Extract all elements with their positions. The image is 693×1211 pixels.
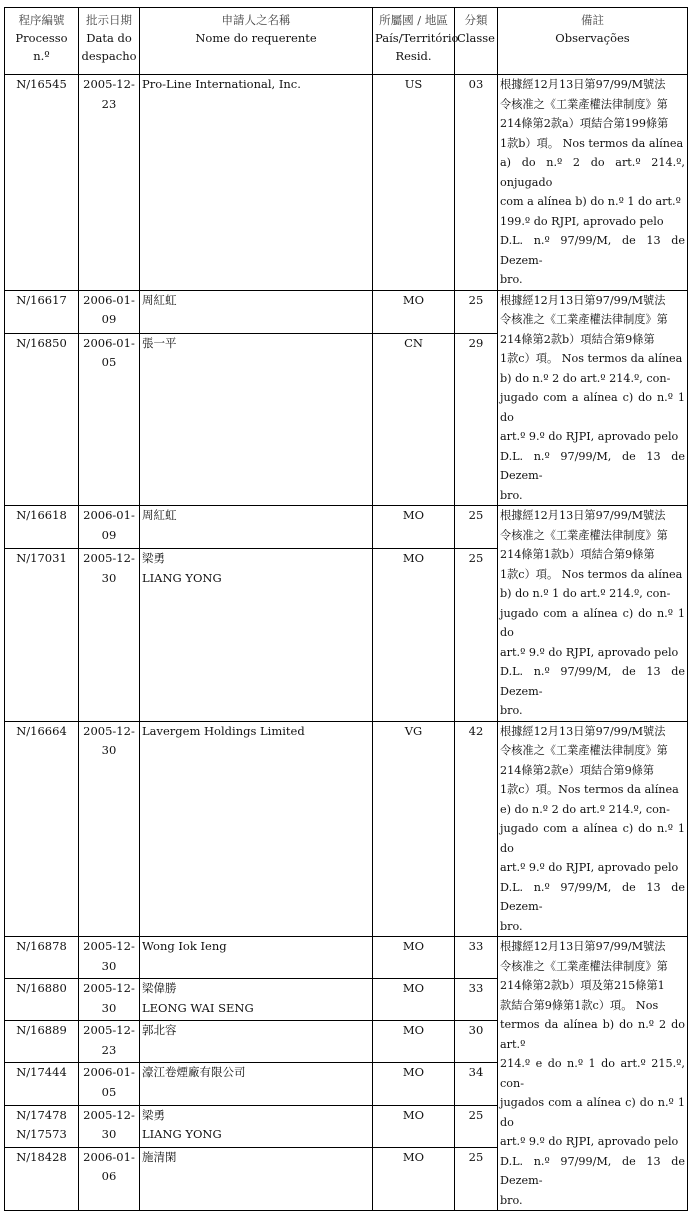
pais-cell: MO: [373, 1021, 455, 1063]
nome-line: 梁偉勝: [142, 981, 177, 996]
obs-line: 令核准之《工業產權法律制度》第: [500, 313, 668, 326]
nome-cell: [140, 549, 373, 721]
nome-line: LIANG YONG: [142, 1127, 222, 1142]
classe-cell: 03: [455, 75, 498, 291]
obs-line: 1款c）項。 Nos termos da alínea: [500, 567, 683, 581]
data-cell: 2006-01-06: [79, 1147, 140, 1210]
obs-line: 199.º do RJPI, aprovado pelo: [500, 214, 664, 228]
pais-cell: MO: [373, 937, 455, 979]
obs-line: e) do n.º 2 do art.º 214.º, con-: [500, 802, 670, 816]
classe-cell: 33: [455, 937, 498, 979]
obs-line: 214條第2款a）項結合第199條第: [500, 117, 669, 130]
pais-cell: MO: [373, 1063, 455, 1105]
obs-line: jugados com a alínea c) do n.º 1 do: [500, 1096, 685, 1129]
obs-cell: [498, 290, 688, 506]
obs-line: 214條第1款b）項結合第9條第: [500, 548, 655, 561]
obs-line: jugado com a alínea c) do n.º 1 do: [500, 822, 685, 855]
obs-line: 1款b）項。 Nos termos da alínea: [500, 136, 684, 150]
header-classe: 分類 Classe: [455, 8, 498, 75]
pais-cell: MO: [373, 1105, 455, 1147]
obs-line: 1款c）項。 Nos termos da alínea: [500, 352, 683, 365]
classe-cell: 29: [455, 333, 498, 505]
obs-line: bro.: [500, 273, 523, 286]
data-cell: 2005-12-30: [79, 721, 140, 937]
classe-cell: 42: [455, 721, 498, 937]
obs-line: com a alínea b) do n.º 1 do art.º: [500, 195, 681, 208]
obs-line: 根據經12月13日第97/99/M號法: [500, 724, 666, 738]
obs-line: D.L. n.º 97/99/M, de 13 de Dezem-: [500, 449, 685, 482]
processo-cell: N/17444: [5, 1063, 79, 1105]
obs-line: 令核准之《工業產權法律制度》第: [500, 97, 668, 111]
processo-cell: N/16545: [5, 75, 79, 291]
nome-line: LIANG YONG: [142, 570, 222, 585]
obs-line: art.º 9.º do RJPI, aprovado pelo: [500, 861, 679, 874]
processo-cell: N/16880: [5, 979, 79, 1021]
table-row: [5, 290, 688, 333]
classe-cell: 30: [455, 1021, 498, 1063]
classe-cell: 33: [455, 979, 498, 1021]
nome-cell: 周紅虹: [140, 506, 373, 549]
processo-cell: [5, 1105, 79, 1147]
data-cell: 2006-01-05: [79, 1063, 140, 1105]
table-row: [5, 937, 688, 979]
data-cell: 2006-01-09: [79, 290, 140, 333]
table-row: [5, 721, 688, 937]
data-cell: 2005-12-23: [79, 1021, 140, 1063]
obs-line: 根據經12月13日第97/99/M號法: [500, 509, 666, 522]
data-cell: 2005-12-30: [79, 549, 140, 721]
header-data: 批示日期 Data do despacho: [79, 8, 140, 75]
nome-cell: 周紅虹: [140, 290, 373, 333]
obs-line: 214條第2款b）項及第215條第1: [500, 979, 665, 992]
obs-line: termos da alínea b) do n.º 2 do art.º: [500, 1018, 685, 1051]
processo-cell: N/18428: [5, 1147, 79, 1210]
obs-line: 令核准之《工業產權法律制度》第: [500, 744, 668, 757]
nome-cell: 濠江卷煙廠有限公司: [140, 1063, 373, 1105]
pais-cell: MO: [373, 549, 455, 721]
pais-cell: MO: [373, 506, 455, 549]
header-obs: 備註 Observações: [498, 8, 688, 75]
classe-cell: 25: [455, 290, 498, 333]
obs-line: 214條第2款e）項結合第9條第: [500, 763, 655, 777]
obs-line: 214條第2款b）項結合第9條第: [500, 332, 655, 346]
obs-line: bro.: [500, 704, 523, 717]
data-cell: 2006-01-05: [79, 333, 140, 505]
obs-line: a) do n.º 2 do art.º 214.º, onjugado: [500, 156, 685, 189]
processo-cell: N/16878: [5, 937, 79, 979]
processo-cell: N/17031: [5, 549, 79, 721]
obs-line: art.º 9.º do RJPI, aprovado pelo: [500, 1135, 679, 1148]
obs-line: 款結合第9條第1款c）項。 Nos: [500, 998, 659, 1012]
pais-cell: MO: [373, 1147, 455, 1210]
pais-cell: VG: [373, 721, 455, 937]
obs-line: bro.: [500, 488, 523, 502]
processo-cell: N/16618: [5, 506, 79, 549]
obs-line: 根據經12月13日第97/99/M號法: [500, 293, 666, 307]
table-row: [5, 75, 688, 291]
obs-line: b) do n.º 2 do art.º 214.º, con-: [500, 371, 671, 385]
obs-line: D.L. n.º 97/99/M, de 13 de Dezem-: [500, 880, 685, 913]
data-cell: 2006-01-09: [79, 506, 140, 549]
obs-line: 令核准之《工業產權法律制度》第: [500, 959, 668, 973]
obs-cell: [498, 721, 688, 937]
header-nome: 申請人之名稱 Nome do requerente: [140, 8, 373, 75]
despacho-table: [4, 7, 688, 1211]
processo-cell: N/16850: [5, 333, 79, 505]
obs-line: jugado com a alínea c) do n.º 1 do: [500, 606, 685, 639]
obs-cell: [498, 506, 688, 722]
pais-cell: US: [373, 75, 455, 291]
nome-cell: [140, 1105, 373, 1147]
nome-cell: Lavergem Holdings Limited: [140, 721, 373, 937]
obs-line: D.L. n.º 97/99/M, de 13 de Dezem-: [500, 234, 685, 267]
data-cell: 2005-12-30: [79, 979, 140, 1021]
processo-line: N/17478: [16, 1107, 67, 1122]
pais-cell: MO: [373, 979, 455, 1021]
classe-cell: 34: [455, 1063, 498, 1105]
data-cell: 2005-12-30: [79, 1105, 140, 1147]
processo-cell: N/16617: [5, 290, 79, 333]
pais-cell: MO: [373, 290, 455, 333]
header-processo: 程序編號 Processo n.º: [5, 8, 79, 75]
obs-line: jugado com a alínea c) do n.º 1 do: [500, 391, 685, 424]
classe-cell: 25: [455, 1147, 498, 1210]
obs-line: bro.: [500, 919, 523, 933]
data-cell: 2005-12-23: [79, 75, 140, 291]
processo-cell: N/16889: [5, 1021, 79, 1063]
obs-cell: [498, 937, 688, 1211]
obs-line: 1款c）項。Nos termos da alínea: [500, 783, 679, 796]
obs-line: bro.: [500, 1193, 523, 1207]
nome-cell: 張一平: [140, 333, 373, 505]
processo-line: N/17573: [16, 1127, 67, 1142]
nome-cell: Wong Iok Ieng: [140, 937, 373, 979]
obs-line: D.L. n.º 97/99/M, de 13 de Dezem-: [500, 1154, 685, 1187]
classe-cell: 25: [455, 549, 498, 721]
table-row: [5, 506, 688, 549]
obs-line: D.L. n.º 97/99/M, de 13 de Dezem-: [500, 665, 685, 698]
obs-line: 根據經12月13日第97/99/M號法: [500, 78, 666, 91]
obs-line: 令核准之《工業產權法律制度》第: [500, 528, 668, 542]
processo-cell: N/16664: [5, 721, 79, 937]
classe-cell: 25: [455, 1105, 498, 1147]
header-pais: 所屬國 / 地區 País/Território Resid.: [373, 8, 455, 75]
obs-line: 214.º e do n.º 1 do art.º 215.º, con-: [500, 1057, 685, 1090]
header-row: [5, 8, 688, 75]
pais-cell: CN: [373, 333, 455, 505]
obs-line: 根據經12月13日第97/99/M號法: [500, 940, 666, 953]
nome-line: 梁勇: [142, 551, 165, 566]
obs-line: art.º 9.º do RJPI, aprovado pelo: [500, 645, 679, 659]
classe-cell: 25: [455, 506, 498, 549]
nome-line: LEONG WAI SENG: [142, 1000, 254, 1015]
obs-line: art.º 9.º do RJPI, aprovado pelo: [500, 430, 679, 443]
nome-cell: 施清閑: [140, 1147, 373, 1210]
obs-line: b) do n.º 1 do art.º 214.º, con-: [500, 587, 671, 600]
nome-cell: [140, 979, 373, 1021]
nome-cell: Pro-Line International, Inc.: [140, 75, 373, 291]
nome-line: 梁勇: [142, 1107, 165, 1122]
nome-cell: 郭北容: [140, 1021, 373, 1063]
obs-cell: [498, 75, 688, 291]
data-cell: 2005-12-30: [79, 937, 140, 979]
